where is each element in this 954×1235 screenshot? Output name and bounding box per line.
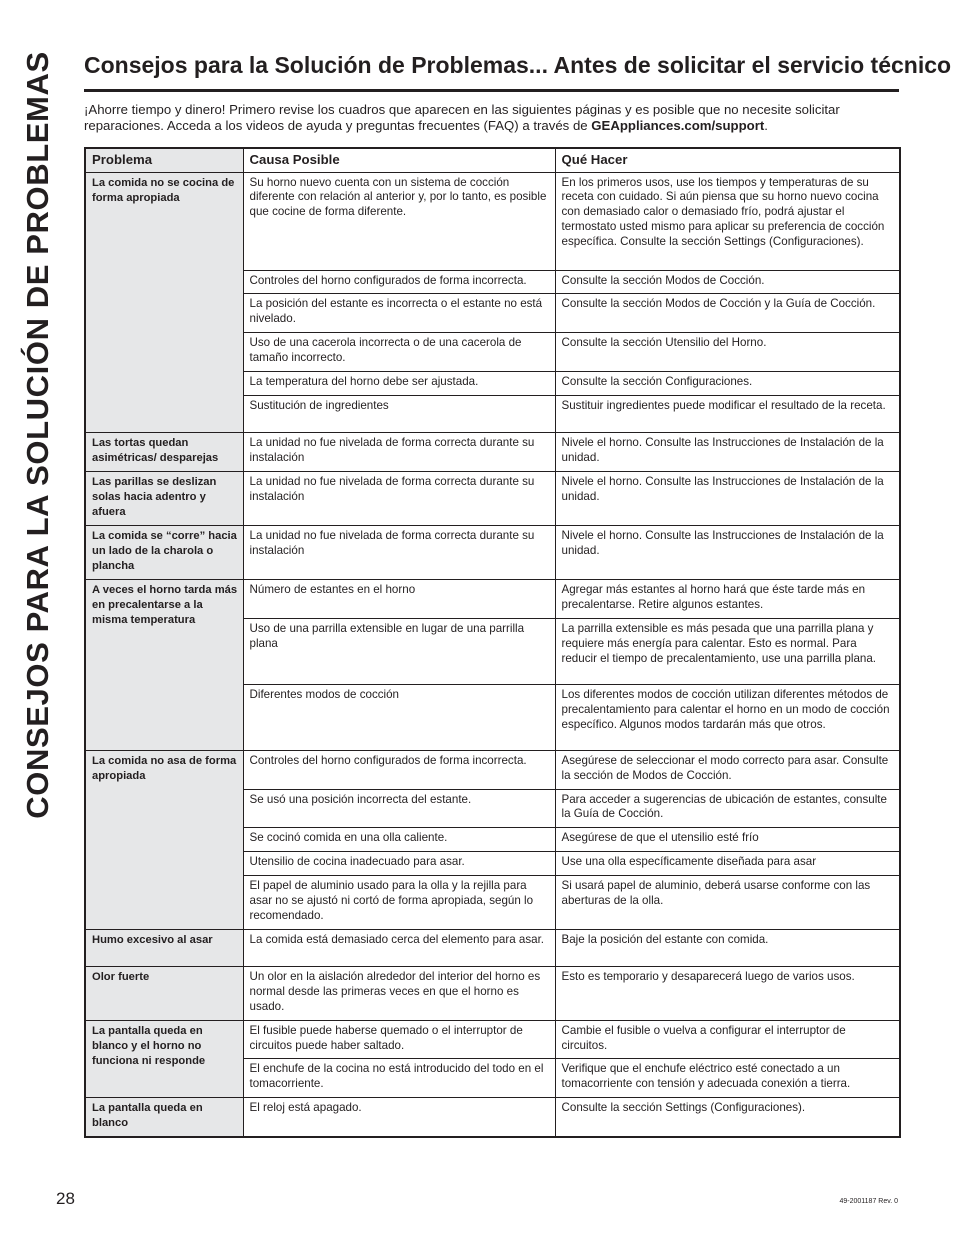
action-cell: Consulte la sección Utensilio del Horno. — [555, 333, 900, 372]
cause-cell: La temperatura del horno debe ser ajustada. — [243, 372, 555, 396]
cause-cell: La comida está demasiado cerca del elemento para asar. — [243, 929, 555, 966]
table-row — [85, 471, 900, 525]
header-action: Qué Hacer — [555, 148, 900, 172]
cause-cell: Controles del horno configurados de forma incorrecta. — [243, 270, 555, 294]
cause-cell: Sustitución de ingredientes — [243, 395, 555, 432]
cause-cell: El enchufe de la cocina no está introducido del todo en el tomacorriente. — [243, 1059, 555, 1098]
action-cell: Asegúrese de seleccionar el modo correcto para asar. Consulte la sección de Modos de Cocción. — [555, 750, 900, 789]
table-row — [85, 1098, 900, 1138]
cause-cell: El fusible puede haberse quemado o el interruptor de circuitos puede haber saltado. — [243, 1020, 555, 1059]
action-cell: Consulte la sección Settings (Configuraciones). — [555, 1098, 900, 1138]
action-cell: Sustituir ingredientes puede modificar el resultado de la receta. — [555, 395, 900, 432]
table-body — [85, 172, 900, 1137]
action-cell: Nivele el horno. Consulte las Instrucciones de Instalación de la unidad. — [555, 525, 900, 579]
action-cell: Asegúrese de que el utensilio esté frío — [555, 828, 900, 852]
problem-cell: A veces el horno tarda más en precalentarse a la misma temperatura — [85, 579, 243, 750]
side-tab-text: CONSEJOS PARA LA SOLUCIÓN DE PROBLEMAS — [20, 51, 55, 819]
action-cell: Consulte la sección Modos de Cocción. — [555, 270, 900, 294]
table-header-row — [85, 148, 900, 172]
problem-cell: La pantalla queda en blanco y el horno no funciona ni responde — [85, 1020, 243, 1098]
action-cell: Nivele el horno. Consulte las Instrucciones de Instalación de la unidad. — [555, 432, 900, 471]
table-row — [85, 750, 900, 789]
page-title — [84, 50, 952, 80]
cause-cell: Se cocinó comida en una olla caliente. — [243, 828, 555, 852]
table-row — [85, 432, 900, 471]
cause-cell: Controles del horno configurados de forma incorrecta. — [243, 750, 555, 789]
header-cause: Causa Posible — [243, 148, 555, 172]
cause-cell: Utensilio de cocina inadecuado para asar. — [243, 852, 555, 876]
problem-cell: La comida no se cocina de forma apropiada — [85, 172, 243, 432]
page-number: 28 — [56, 1189, 75, 1208]
table-row — [85, 525, 900, 579]
action-cell: Agregar más estantes al horno hará que éste tarde más en precalentarse. Retire algunos estantes. — [555, 579, 900, 618]
action-cell: Nivele el horno. Consulte las Instrucciones de Instalación de la unidad. — [555, 471, 900, 525]
action-cell: Consulte la sección Configuraciones. — [555, 372, 900, 396]
action-cell: Si usará papel de aluminio, deberá usarse conforme con las aberturas de la olla. — [555, 876, 900, 930]
action-cell: Baje la posición del estante con comida. — [555, 929, 900, 966]
troubleshooting-table — [84, 147, 901, 1138]
intro-text: ¡Ahorre tiempo y dinero! Primero revise los cuadros que aparecen en las siguientes páginas y es posible que no necesite solicitar reparaciones. Acceda a los videos de ayuda y preguntas frecuentes (FAQ) a través de — [84, 102, 840, 133]
cause-cell: Número de estantes en el horno — [243, 579, 555, 618]
page-title-rest: Antes de solicitar el servicio técnico — [547, 52, 952, 78]
cause-cell: Uso de una parrilla extensible en lugar de una parrilla plana — [243, 618, 555, 684]
action-cell: Consulte la sección Modos de Cocción y la Guía de Cocción. — [555, 294, 900, 333]
action-cell: Esto es temporario y desaparecerá luego de varios usos. — [555, 966, 900, 1020]
action-cell: En los primeros usos, use los tiempos y temperaturas de su receta con cuidado. Si aún piensa que su horno nuevo cocina con demasiado calor o demasiado frío, podrá ajustar el termostato usted mismo para aplicar su preferencia de cocción específica. Consulte la sección Settings (Configuraciones). — [555, 172, 900, 270]
action-cell: Los diferentes modos de cocción utilizan diferentes métodos de precalentamiento para calentar el horno en un modo de cocción específico. Algunos modos tardarán más que otros. — [555, 684, 900, 750]
intro-paragraph — [84, 102, 899, 133]
cause-cell: La unidad no fue nivelada de forma correcta durante su instalación — [243, 471, 555, 525]
table-row — [85, 966, 900, 1020]
table-row — [85, 929, 900, 966]
document-code: 49-2001187 Rev. 0 — [839, 1198, 898, 1205]
problem-cell: La pantalla queda en blanco — [85, 1098, 243, 1138]
page-title-strong: Consejos para la Solución de Problemas... — [84, 52, 548, 78]
problem-cell: Las tortas quedan asimétricas/ desparejas — [85, 432, 243, 471]
action-cell: Cambie el fusible o vuelva a configurar el interruptor de circuitos. — [555, 1020, 900, 1059]
problem-cell: Las parillas se deslizan solas hacia adentro y afuera — [85, 471, 243, 525]
problem-cell: La comida se “corre” hacia un lado de la charola o plancha — [85, 525, 243, 579]
title-rule — [84, 89, 899, 92]
cause-cell: El reloj está apagado. — [243, 1098, 555, 1138]
cause-cell: Se usó una posición incorrecta del estante. — [243, 789, 555, 828]
cause-cell: La posición del estante es incorrecta o el estante no está nivelado. — [243, 294, 555, 333]
cause-cell: Uso de una cacerola incorrecta o de una cacerola de tamaño incorrecto. — [243, 333, 555, 372]
action-cell: Para acceder a sugerencias de ubicación de estantes, consulte la Guía de Cocción. — [555, 789, 900, 828]
problem-cell: Humo excesivo al asar — [85, 929, 243, 966]
action-cell: Use una olla específicamente diseñada para asar — [555, 852, 900, 876]
cause-cell: Diferentes modos de cocción — [243, 684, 555, 750]
cause-cell: La unidad no fue nivelada de forma correcta durante su instalación — [243, 432, 555, 471]
support-link[interactable]: GEAppliances.com/support — [591, 117, 765, 133]
action-cell: La parrilla extensible es más pesada que una parrilla plana y requiere más energía para calentar. Esto es normal. Para reducir el tiempo de precalentamiento, use una parrilla plana. — [555, 618, 900, 684]
cause-cell: Un olor en la aislación alrededor del interior del horno es normal desde las primeras veces en que el horno es usado. — [243, 966, 555, 1020]
cause-cell: Su horno nuevo cuenta con un sistema de cocción diferente con relación al anterior y, por lo tanto, es posible que cocine de forma diferente. — [243, 172, 555, 270]
header-problem: Problema — [85, 148, 243, 172]
intro-end: . — [764, 117, 768, 133]
problem-cell: Olor fuerte — [85, 966, 243, 1020]
problem-cell: La comida no asa de forma apropiada — [85, 750, 243, 929]
table-row — [85, 1020, 900, 1059]
cause-cell: La unidad no fue nivelada de forma correcta durante su instalación — [243, 525, 555, 579]
table-row — [85, 579, 900, 618]
table-row — [85, 172, 900, 270]
cause-cell: El papel de aluminio usado para la olla y la rejilla para asar no se ajustó ni cortó de forma apropiada, según lo recomendado. — [243, 876, 555, 930]
side-tab-label — [10, 0, 66, 1120]
action-cell: Verifique que el enchufe eléctrico esté conectado a un tomacorriente con tensión y adecuada conexión a tierra. — [555, 1059, 900, 1098]
